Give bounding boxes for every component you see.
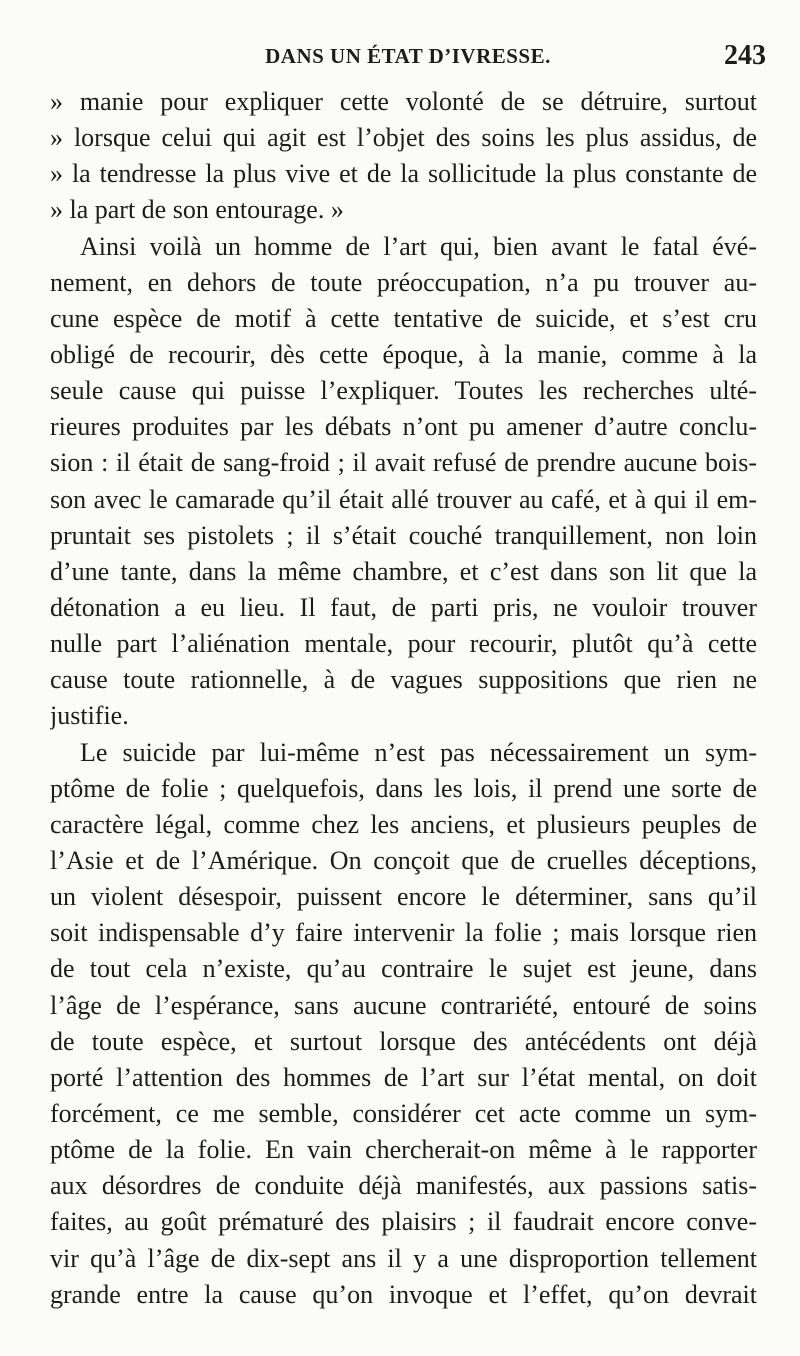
text-line: nulle part l’aliénation mentale, pour recourir, plutôt qu’à cette	[50, 629, 757, 659]
text-line: l’Asie et de l’Amérique. On conçoit que de cruelles déceptions,	[50, 845, 757, 875]
text-line: justifie.	[50, 701, 129, 731]
text-line: sion : il était de sang-froid ; il avait refusé de prendre aucune bois-	[50, 448, 757, 478]
text-line: de toute espèce, et surtout lorsque des antécédents ont déjà	[50, 1026, 757, 1056]
text-line: » la part de son entourage. »	[50, 195, 344, 225]
text-line: seule cause qui puisse l’expliquer. Toutes les recherches ulté-	[50, 376, 757, 406]
text-line: Le suicide par lui-même n’est pas nécessairement un sym-	[80, 737, 757, 767]
text-line: cause toute rationnelle, à de vagues suppositions que rien ne	[50, 665, 757, 695]
text-line: faites, au goût prématuré des plaisirs ; il faudrait encore conve-	[50, 1207, 757, 1237]
text-line: de tout cela n’existe, qu’au contraire le sujet est jeune, dans	[50, 954, 757, 984]
text-line: porté l’attention des hommes de l’art sur l’état mental, on doit	[50, 1062, 757, 1092]
text-line: nement, en dehors de toute préoccupation, n’a pu trouver au-	[50, 267, 757, 297]
text-line: d’une tante, dans la même chambre, et c’est dans son lit que la	[50, 556, 757, 586]
text-line: grande entre la cause qu’on invoque et l’effet, qu’on devrait	[50, 1279, 757, 1309]
text-line: soit indispensable d’y faire intervenir la folie ; mais lorsque rien	[50, 918, 757, 948]
text-line: pruntait ses pistolets ; il s’était couché tranquillement, non loin	[50, 520, 757, 550]
text-line: Ainsi voilà un homme de l’art qui, bien avant le fatal évé-	[80, 231, 757, 261]
text-line: » la tendresse la plus vive et de la sollicitude la plus constante de	[50, 159, 757, 189]
text-line: vir qu’à l’âge de dix-sept ans il y a une disproportion tellement	[50, 1243, 757, 1273]
text-line: cune espèce de motif à cette tentative de suicide, et s’est cru	[50, 303, 757, 333]
text-line: caractère légal, comme chez les anciens, et plusieurs peuples de	[50, 809, 757, 839]
text-line: obligé de recourir, dès cette époque, à la manie, comme à la	[50, 339, 757, 369]
text-line: ptôme de folie ; quelquefois, dans les lois, il prend une sorte de	[50, 773, 757, 803]
text-line: aux désordres de conduite déjà manifestés, aux passions satis-	[50, 1171, 757, 1201]
running-head	[50, 40, 766, 80]
text-line: rieures produites par les débats n’ont pu amener d’autre conclu-	[50, 412, 757, 442]
text-line: son avec le camarade qu’il était allé trouver au café, et à qui il em-	[50, 484, 757, 514]
page-number: 243	[724, 40, 766, 71]
text-line: » manie pour expliquer cette volonté de se détruire, surtout	[50, 87, 757, 116]
text-line: un violent désespoir, puissent encore le déterminer, sans qu’il	[50, 882, 757, 912]
text-line: forcément, ce me semble, considérer cet acte comme un sym-	[50, 1098, 757, 1128]
running-title: DANS UN ÉTAT D’IVRESSE.	[265, 44, 551, 68]
text-line: ptôme de la folie. En vain chercherait-on même à le rapporter	[50, 1135, 757, 1165]
text-line: » lorsque celui qui agit est l’objet des soins les plus assidus, de	[50, 123, 757, 153]
text-line: détonation a eu lieu. Il faut, de parti pris, ne vouloir trouver	[50, 592, 757, 622]
text-line: l’âge de l’espérance, sans aucune contrariété, entouré de soins	[50, 990, 757, 1020]
body-text	[50, 84, 757, 1313]
